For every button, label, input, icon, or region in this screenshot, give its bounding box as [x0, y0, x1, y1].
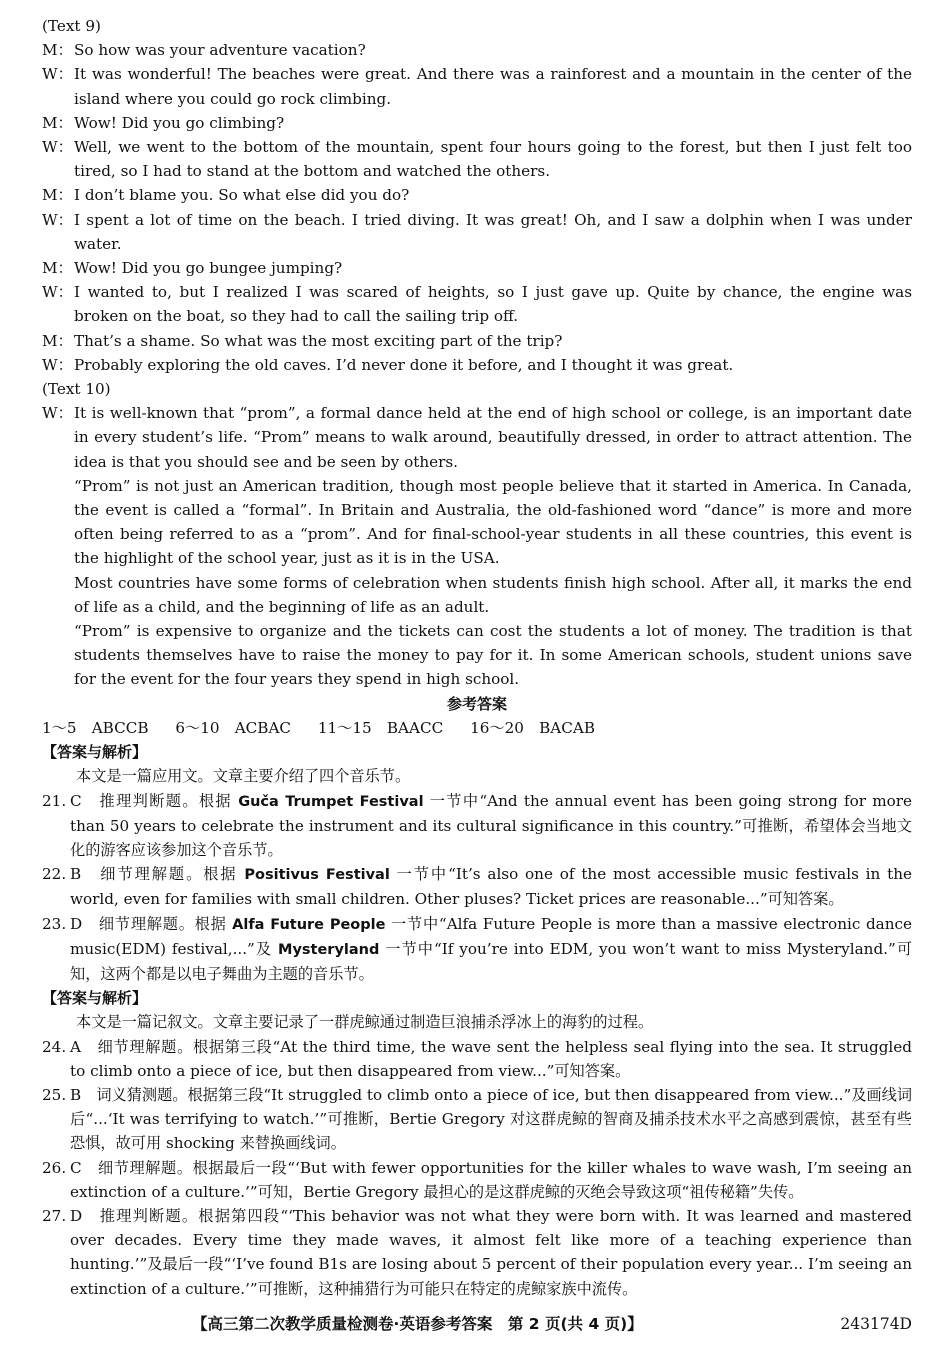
speaker-label: M： [42, 331, 73, 350]
answer-group: 6～10 ACBAC [175, 718, 292, 737]
speaker-label: W： [42, 210, 73, 229]
answer-group: 16～20 BACAB [470, 718, 595, 737]
dialogue-line: W： Probably exploring the old caves. I’d never done it before, and I thought it was great. [42, 353, 912, 377]
speaker-label: M： [42, 186, 73, 205]
dialogue-line: W： Well, we went to the bottom of the mountain, spent four hours going to the forest, but then I just felt too tired, so I had to stand at the bottom and watched the others. [42, 135, 912, 183]
explanation-21: 21. C 推理判断题。根据 Guča Trumpet Festival 一节中“And the annual event has been going strong for more than 50 years to celebrate the instrument and its cultural significance in this country.”可推断，希望体会当地文化的游客应该参加这个音乐节。 [42, 791, 912, 859]
text10-paragraph-2: “Prom” is not just an American tradition, though most people believe that it started in America. In Canada, the event is called a “formal”. In Britain and Australia, the old-fashioned word “dance” is more and more often being referred to as a “prom”. And for final-school-year students in all these countries, this event is the highlight of the school year, just as it is in the USA. [74, 476, 912, 568]
text10-paragraph-4: “Prom” is expensive to organize and the tickets can cost the students a lot of money. The tradition is that students themselves have to raise the money to pay for it. In some American schools, student unions save for the event for the four years they spend in high school. [74, 622, 912, 689]
dialogue-line: W： It was wonderful! The beaches were great. And there was a rainforest and a mountain in the center of the island where you could go rock climbing. [42, 62, 912, 110]
text9-dialogue [42, 38, 912, 377]
text10-label: (Text 10) [42, 380, 111, 399]
speaker-label: W： [42, 65, 73, 84]
dialogue-line: M： I don’t blame you. So what else did you do? [42, 183, 912, 207]
speaker-label: W： [42, 283, 73, 302]
text10-paragraph-1: W： It is well-known that “prom”, a formal dance held at the end of high school or college, is an important date in every student’s life. “Prom” means to walk around, beautifully dressed, in order to attract attention. The idea is that you should see and be seen by others. [42, 401, 912, 474]
speaker-label: M： [42, 259, 73, 278]
text9-label: (Text 9) [42, 17, 101, 35]
footer-title: 【高三第二次教学质量检测卷·英语参考答案 第 2 页(共 4 页)】 [192, 1315, 643, 1333]
speaker-label: W： [42, 138, 73, 157]
answer-group: 1～5 ABCCB [42, 718, 149, 737]
dialogue-line: M： Wow! Did you go climbing? [42, 111, 912, 135]
explanation-26: 26. C 细节理解题。根据最后一段“‘But with fewer opportunities for the killer whales to wave wash, I’m seeing an extinction of a culture.’”可知，Bertie Gregory 最担心的是这群虎鲸的灭绝会导致这项“祖传秘籍”失传。 [42, 1158, 912, 1201]
dialogue-line: W： I wanted to, but I realized I was scared of heights, so I just gave up. Quite by chance, the engine was broken on the boat, so they had to call the sailing trip off. [42, 280, 912, 328]
speaker-label: M： [42, 113, 73, 132]
dialogue-line: M： That’s a shame. So what was the most exciting part of the trip? [42, 329, 912, 353]
section-intro: 本文是一篇应用文。文章主要介绍了四个音乐节。 [76, 767, 411, 786]
section-heading: 【答案与解析】 [42, 989, 148, 1008]
explanation-23: 23. D 细节理解题。根据 Alfa Future People 一节中“Alfa Future People is more than a massive electronic dance music(EDM) festival,...”及 Mysteryland 一节中“If you’re into EDM, you won’t want to miss Mysteryland.”可知，这两个都是以电子舞曲为主题的音乐节。 [42, 914, 913, 983]
answer-key-title: 参考答案 [446, 694, 507, 713]
document-page [42, 14, 912, 1301]
speaker-label: W： [42, 404, 73, 423]
text10-paragraph-3: Most countries have some forms of celebration when students finish high school. After all, it marks the end of life as a child, and the beginning of life as an adult. [74, 573, 912, 616]
section-intro: 本文是一篇记叙文。文章主要记录了一群虎鲸通过制造巨浪捕杀浮冰上的海豹的过程。 [76, 1013, 654, 1032]
explanation-22: 22. B 细节理解题。根据 Positivus Festival 一节中“It’s also one of the most accessible music festivals in the world, even for families with small children. Other pluses? Ticket prices are reasonable...”可知答案。 [42, 865, 912, 909]
speaker-label: M： [42, 41, 73, 60]
explanation-25: 25. B 词义猜测题。根据第三段“It struggled to climb onto a piece of ice, but then disappeared from view...”及画线词后“...‘It was terrifying to watch.’”可推断，Bertie Gregory 对这群虎鲸的智商及捕杀技术水平之高感到震惊，甚至有些恐惧，故可用 shocking 来替换画线词。 [42, 1085, 913, 1153]
dialogue-line: W： I spent a lot of time on the beach. I tried diving. It was great! Oh, and I saw a dolphin when I was under water. [42, 208, 912, 256]
explanation-27: 27. D 推理判断题。根据第四段“‘This behavior was not what they were born with. It was learned and mastered over decades. Every time they made waves, it almost felt like more of a teaching experience than hunting.’”及最后一段“‘I’ve found B1s are losing about 5 percent of their population every year... I’m seeing an extinction of a culture.’”可推断，这种捕猎行为可能只在特定的虎鲸家族中流传。 [42, 1206, 912, 1298]
dialogue-line: M： So how was your adventure vacation? [42, 38, 912, 62]
page-footer [42, 1312, 912, 1336]
footer-code: 243174D [840, 1315, 912, 1333]
answer-group: 11～15 BAACC [317, 718, 444, 737]
dialogue-line: M： Wow! Did you go bungee jumping? [42, 256, 912, 280]
explanation-24: 24. A 细节理解题。根据第三段“At the third time, the wave sent the helpless seal flying into the sea. It struggled to climb onto a piece of ice, but then disappeared from view...”可知答案。 [42, 1037, 912, 1080]
speaker-label: W： [42, 355, 73, 374]
answer-key-groups [42, 716, 912, 740]
section-heading: 【答案与解析】 [42, 743, 148, 762]
